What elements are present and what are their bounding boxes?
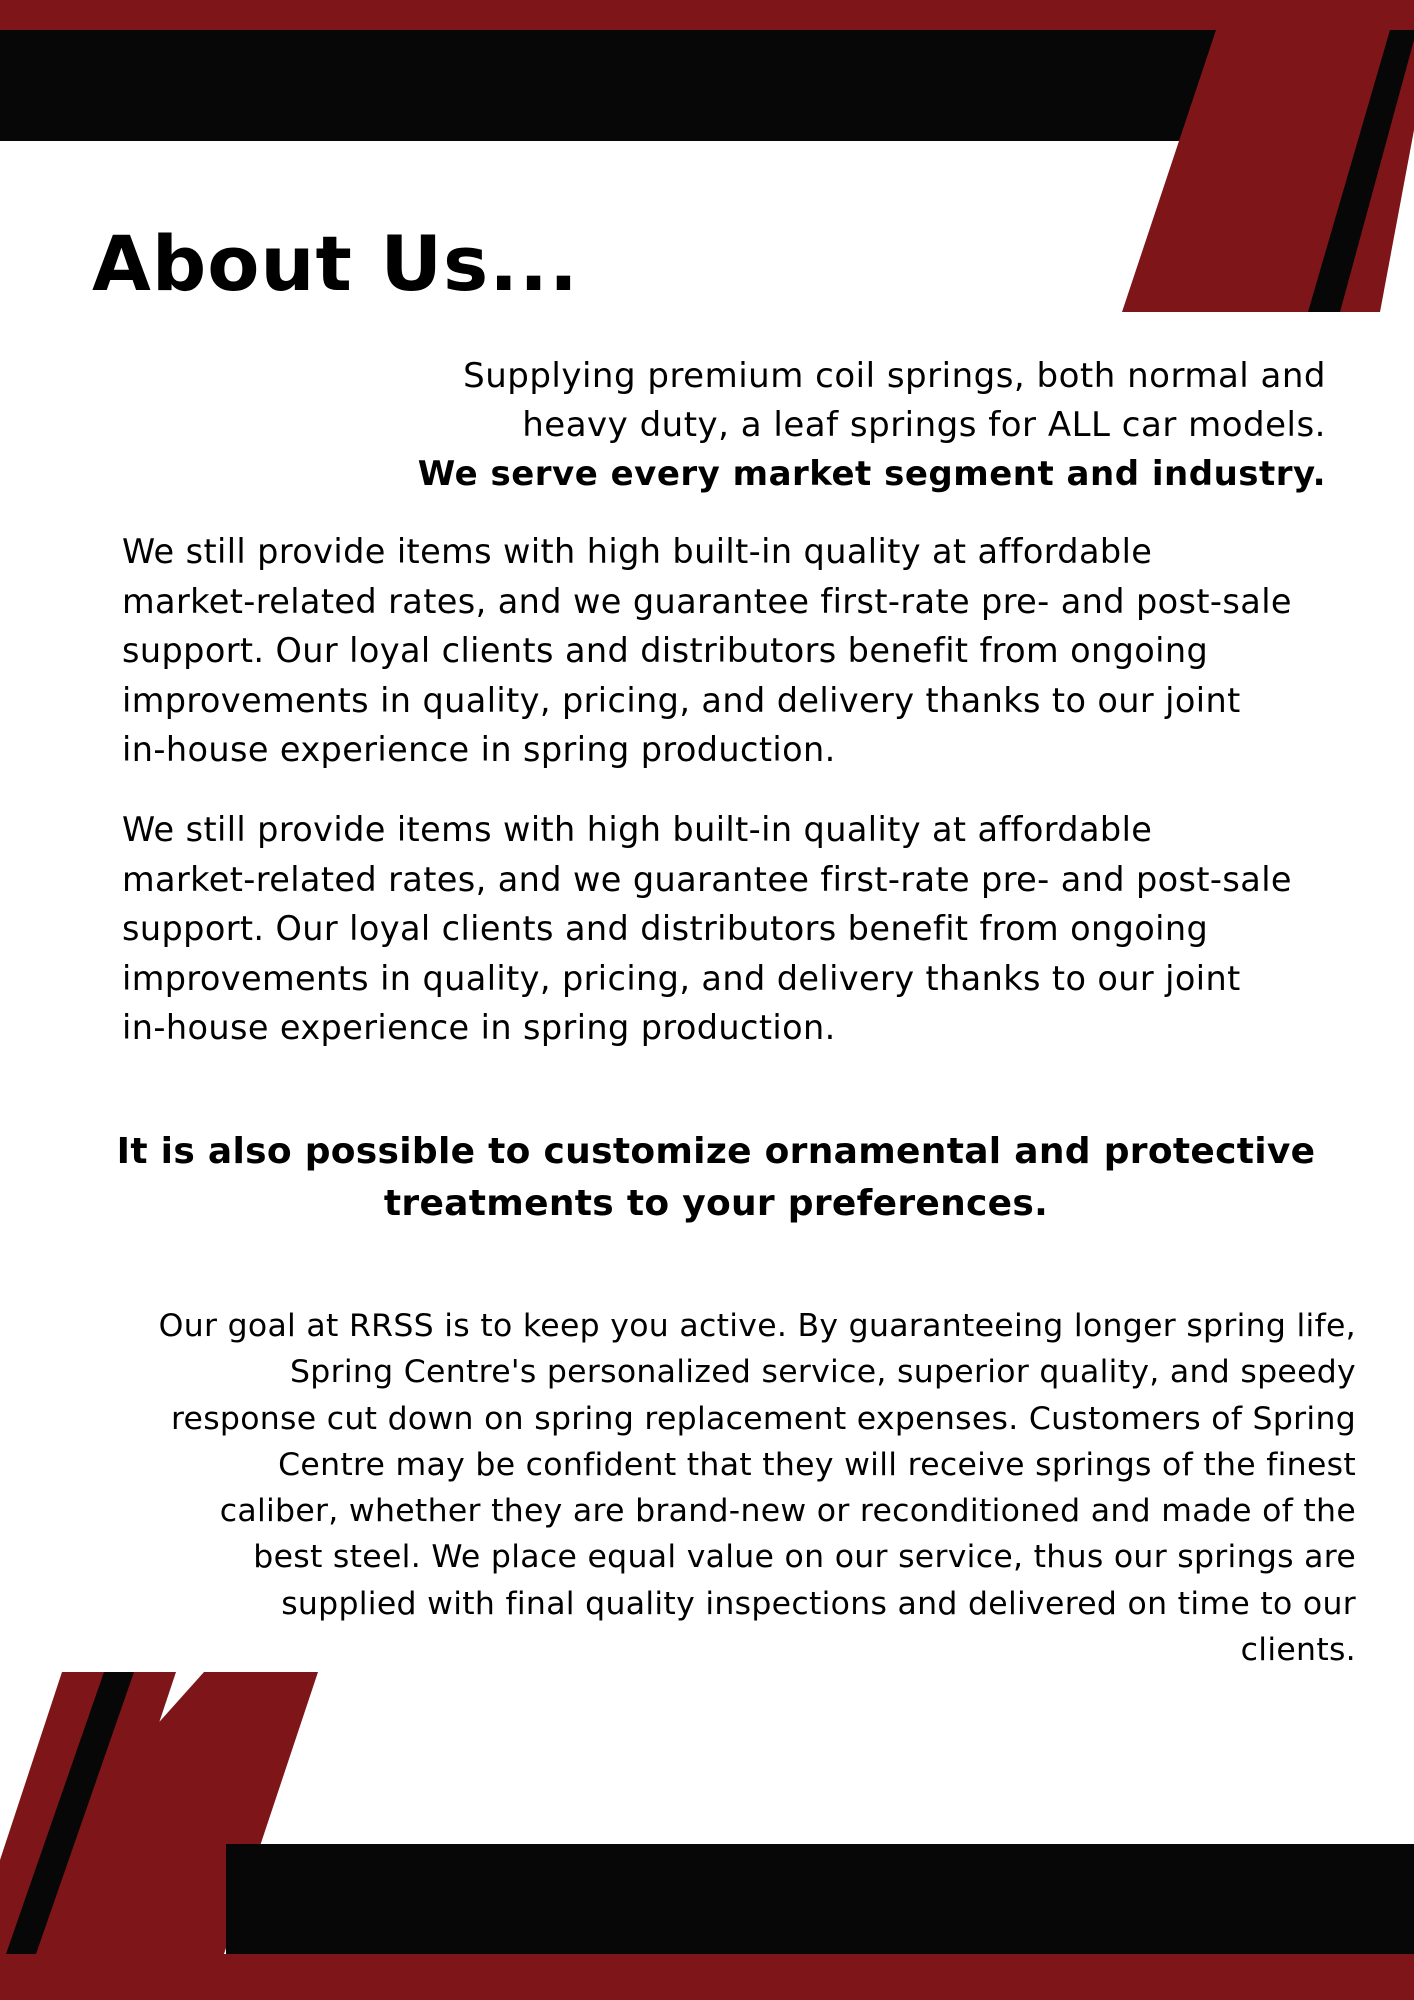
closing-paragraph: Our goal at RRSS is to keep you active. By guaranteeing longer spring life, Spring Centre's personalized service, superior quality, and speedy response cut down on spring replacement expenses. Customers of Spring Centre may be confident that they will receive springs of the finest caliber, whether they are brand-new or reconditioned and made of the best steel. We place equal value on our service, thus our springs are supplied with final quality inspections and delivered on time to our clients. — [158, 1308, 1356, 1669]
intro-block — [326, 352, 1326, 499]
bottom-red-band — [0, 1954, 1414, 2000]
bottom-left-stripe-black — [6, 1672, 134, 1954]
top-right-stripe-black — [1308, 30, 1414, 312]
body-paragraph-2: We still provide items with high built-in quality at affordable market-related rates, and we guarantee first-rate pre- and post-sale support. Our loyal clients and distributors benefit from ongoing improvements in quality, pricing, and delivery thanks to our joint in-house experience in spring production. — [122, 810, 1292, 1048]
body-paragraph-1: We still provide items with high built-in quality at affordable market-related rates, and we guarantee first-rate pre- and post-sale support. Our loyal clients and distributors benefit from ongoing improvements in quality, pricing, and delivery thanks to our joint in-house experience in spring production. — [122, 532, 1292, 770]
top-black-band — [0, 30, 1216, 141]
page-title: About Us... — [92, 219, 579, 308]
intro-line-1: Supplying premium coil springs, both normal and — [463, 356, 1326, 396]
highlight-statement: It is also possible to customize ornamental and protective treatments to your preferences. — [116, 1131, 1316, 1224]
top-right-stripe-red-wide — [1122, 30, 1414, 312]
bottom-left-stripe-red-narrow — [0, 1672, 176, 1954]
bottom-black-band — [226, 1844, 1414, 1954]
intro-line-3: We serve every market segment and industry. — [417, 454, 1326, 494]
bottom-left-stripe-red-wide — [0, 1672, 318, 1954]
intro-line-2: heavy duty, a leaf springs for ALL car models. — [522, 405, 1326, 445]
top-red-band — [0, 0, 1414, 30]
top-right-stripe-red-narrow — [1266, 30, 1414, 312]
